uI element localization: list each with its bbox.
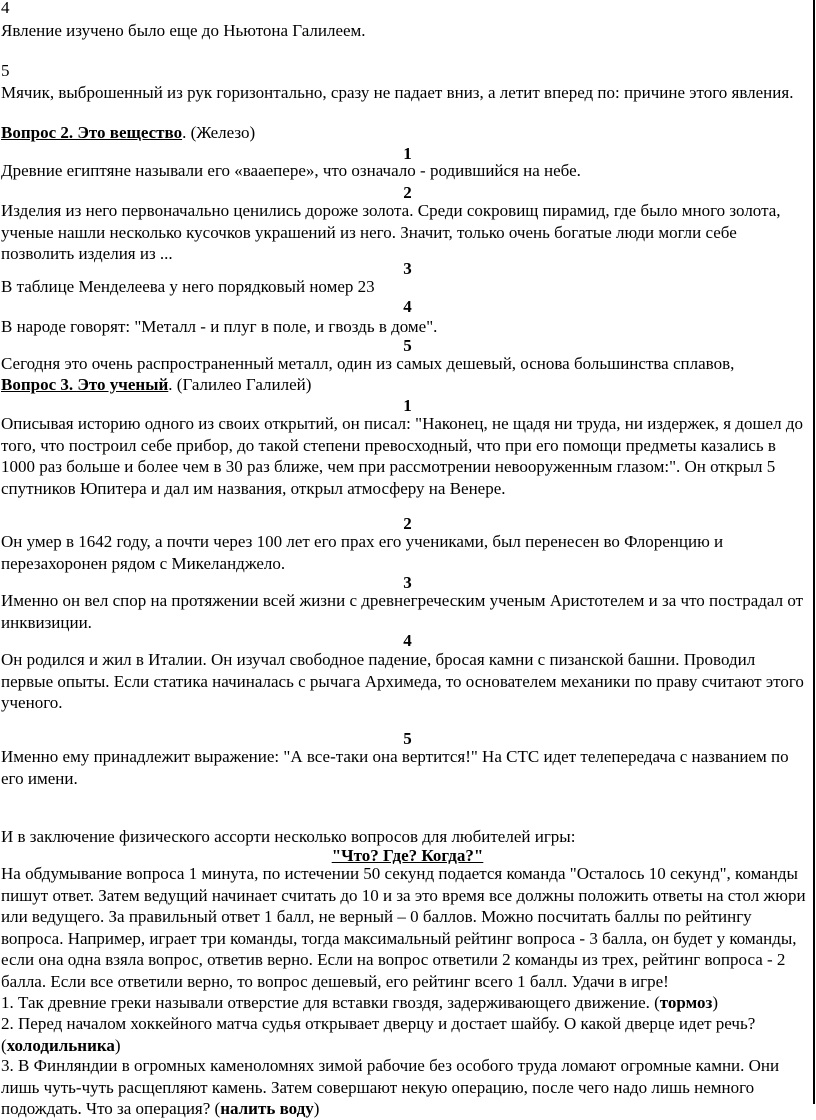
- quiz-answer: холодильника: [6, 1035, 115, 1055]
- clue-text: [1, 413, 814, 499]
- question-3-answer: . (Галилео Галилей): [168, 375, 312, 394]
- quiz-answer: налить воду: [220, 1099, 314, 1118]
- rules-paragraph: [1, 863, 814, 992]
- line: 3. В Финляндии в огромных каменоломнях зимой рабочие без особого труда ломают огромные камни. Они: [1, 1056, 780, 1075]
- line: Именно он вел спор на протяжении всей жизни с древнегреческим ученым Аристотелем и за что пострадал от: [1, 591, 804, 610]
- line: или ведущего. За правильный ответ 1 балл, не верный – 0 баллов. Можно посчитать баллы по рейтингу: [1, 907, 752, 926]
- line: 1000 раз больше и более чем в 30 раз ближе, чем при рассмотрении невооруженным глазом:". Он открыл 5: [1, 457, 776, 476]
- quiz-question: 2. Перед началом хоккейного матча судья открывает дверцу и достает шайбу. О какой дверце идет речь?: [1, 1014, 756, 1033]
- outro-intro: И в заключение физического ассорти несколько вопросов для любителей игры:: [1, 827, 576, 846]
- clue-number: 2: [403, 183, 412, 202]
- line: На обдумывание вопроса 1 минута, по истечении 50 секунд подается команда "Осталось 10 секунд", команды: [1, 864, 798, 883]
- paren: (: [1, 1035, 7, 1055]
- clue-text: [1, 649, 814, 714]
- line: Именно ему принадлежит выражение: "А все-таки она вертится!" На СТС идет телепередача с названием по: [1, 747, 789, 766]
- clue-text: [1, 531, 814, 574]
- line: Описывая историю одного из своих открытий, он писал: "Наконец, не щадя ни труда, ни издержек, я дошел до: [1, 414, 803, 433]
- item-4-text: Явление изучено было еще до Ньютона Галилеем.: [1, 21, 366, 40]
- line: вопроса. Например, играет три команды, тогда максимальный рейтинг вопроса - 3 балла, он будет у команды,: [1, 928, 797, 948]
- line: балла. Если все ответили верно, то вопрос дешевый, его рейтинг всего 1 балл. Удачи в игре!: [1, 971, 669, 991]
- line: того, что построил себе прибор, до такой степени превосходный, что при его помощи предметы казались в: [1, 435, 776, 455]
- line: если она одна взяла вопрос, ответив верно. Если на вопрос ответили 2 команды из трех, рейтинг вопроса - 2: [1, 950, 786, 969]
- line: перезахоронен рядом с Микеланджело.: [1, 553, 286, 573]
- clue-text: В таблице Менделеева у него порядковый номер 23: [1, 277, 375, 296]
- quiz-item-3: [1, 1055, 814, 1120]
- line: пишут ответ. Затем ведущий начинает считать до 10 и за это время все должны положить ответы на стол жюри: [1, 885, 806, 905]
- paren: ): [313, 1099, 320, 1118]
- clue-text: [1, 200, 814, 265]
- question-3-heading: [1, 374, 814, 396]
- clue-number: 1: [403, 396, 412, 415]
- line: [1, 1035, 814, 1057]
- clue-number: 4: [403, 297, 412, 316]
- question-2-heading: [1, 122, 814, 144]
- line: ученого.: [1, 693, 63, 712]
- item-4-number: 4: [1, 0, 10, 17]
- game-title-text: "Что? Где? Когда?": [331, 846, 484, 865]
- clue-text: [1, 746, 814, 789]
- line: ученые нашли несколько кусочков украшений из него. Значит, только очень богатые люди могли себе: [1, 222, 737, 242]
- clue-text: В народе говорят: "Металл - и плуг в поле, и гвоздь в доме".: [1, 317, 438, 336]
- clue-number: 1: [403, 144, 412, 163]
- line: лишь чуть-чуть расщепляют камень. Затем совершают некую операцию, после чего надо лишь немного: [1, 1077, 755, 1097]
- line: спутников Юпитера и дал им названия, открыл атмосферу на Венере.: [1, 478, 506, 498]
- clue-number: 3: [403, 573, 412, 592]
- clue-number: 5: [403, 336, 412, 355]
- line: Он родился и жил в Италии. Он изучал свободное падение, бросая камни с пизанской башни. Проводил: [1, 650, 756, 669]
- item-5-number: 5: [1, 61, 10, 80]
- quiz-question: 1. Так древние греки называли отверстие для вставки гвоздя, задерживающего движение. (: [1, 993, 660, 1012]
- line: [1, 1098, 814, 1120]
- line: Изделия из него первоначально ценились дороже золота. Среди сокровищ пирамид, где было много золота,: [1, 201, 781, 220]
- line: его имени.: [1, 768, 78, 788]
- item-5-text: Мячик, выброшенный из рук горизонтально, сразу не падает вниз, а летит вперед по: причине этого явления.: [1, 83, 794, 102]
- quiz-answer: тормоз: [659, 993, 713, 1012]
- question-2-title: Вопрос 2. Это вещество: [1, 123, 183, 142]
- clue-text: Сегодня это очень распространенный металл, один из самых дешевый, основа большинства сплавов,: [1, 354, 735, 373]
- line: Он умер в 1642 году, а почти через 100 лет его прах его учениками, был перенесен во Флоренцию и: [1, 532, 724, 551]
- line: позволить изделия из ...: [1, 244, 173, 263]
- clue-number: 4: [403, 631, 412, 650]
- question-3-title: Вопрос 3. Это ученый: [1, 375, 169, 394]
- question-2-answer: . (Железо): [182, 123, 256, 142]
- paren: ): [114, 1035, 121, 1055]
- clue-text: Древние египтяне называли его «вааепере», что означало - родившийся на небе.: [1, 161, 581, 180]
- line: инквизиции.: [1, 612, 92, 632]
- quiz-question: подождать. Что за операция? (: [1, 1099, 221, 1118]
- clue-number: 2: [403, 514, 412, 533]
- paren: ): [712, 993, 718, 1012]
- clue-number: 5: [403, 729, 412, 748]
- clue-number: 3: [403, 259, 412, 278]
- line: первые опыты. Если статика начиналась с рычага Архимеда, то основателем механики по праву считают этого: [1, 671, 804, 691]
- quiz-item-2: [1, 1013, 814, 1056]
- quiz-item-1: [1, 992, 814, 1014]
- clue-text: [1, 590, 814, 633]
